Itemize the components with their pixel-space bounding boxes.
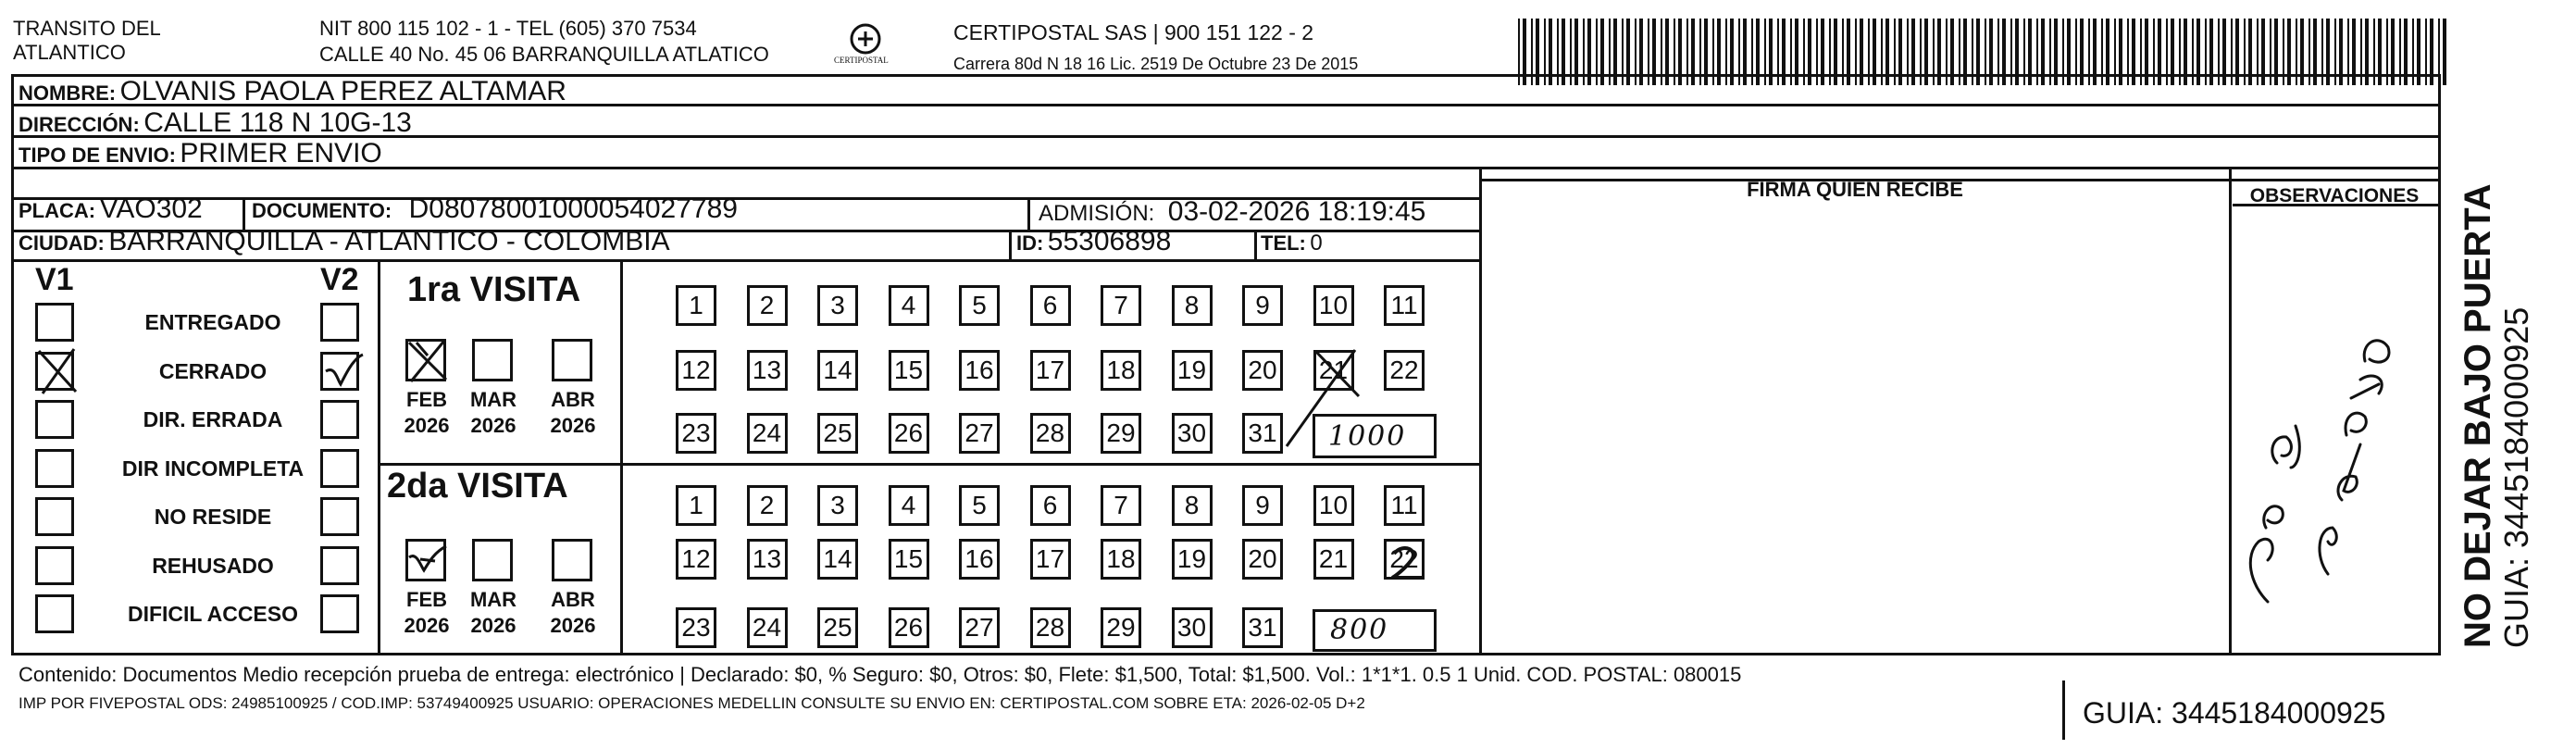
- visit2-month-checkbox[interactable]: [472, 539, 513, 581]
- visit1-day-cell[interactable]: 13: [747, 350, 788, 391]
- status-label: ENTREGADO: [144, 310, 281, 334]
- status-label: NO RESIDE: [154, 505, 272, 529]
- visit1-day-cell[interactable]: 7: [1101, 285, 1141, 326]
- v1-label: V1: [35, 262, 74, 297]
- visit1-day-cell[interactable]: 25: [817, 413, 858, 454]
- nit-line: NIT 800 115 102 - 1 - TEL (605) 370 7534: [319, 17, 697, 40]
- v2-checkbox[interactable]: [320, 303, 359, 342]
- ciudad-row: [19, 224, 670, 264]
- divider: [620, 259, 623, 653]
- divider: [2438, 167, 2441, 653]
- visit2-day-cell[interactable]: 13: [747, 539, 788, 580]
- v2-checkbox[interactable]: [320, 546, 359, 585]
- visit1-title: 1ra VISITA: [407, 270, 581, 309]
- visit2-day-cell[interactable]: 22: [1384, 539, 1425, 580]
- visit1-day-cell[interactable]: 29: [1101, 413, 1141, 454]
- signature-header: FIRMA QUIEN RECIBE: [1747, 178, 1963, 201]
- visit2-day-cell[interactable]: 11: [1384, 485, 1425, 526]
- id-row: [1016, 224, 1171, 264]
- status-label: DIR INCOMPLETA: [121, 456, 305, 481]
- visit1-day-cell[interactable]: 12: [676, 350, 716, 391]
- visit2-time-box: [1313, 609, 1437, 652]
- visit2-day-cell[interactable]: 19: [1172, 539, 1213, 580]
- admision-value: 03-02-2026 18:19:45: [1167, 196, 1426, 227]
- entity-name-line2: ATLANTICO: [13, 41, 126, 64]
- visit1-day-cell[interactable]: 6: [1030, 285, 1071, 326]
- visit2-month-checkbox[interactable]: [552, 539, 592, 581]
- status-label: DIR. ERRADA: [143, 407, 283, 431]
- side-text: [2458, 183, 2535, 648]
- admision-label: ADMISIÓN:: [1039, 201, 1155, 226]
- divider: [378, 259, 380, 653]
- visit1-day-cell[interactable]: 31: [1242, 413, 1283, 454]
- contents-line: Contenido: Documentos Medio recepción prueba de entrega: electrónico | Declarado: $0, % Seguro: $0, Otros: $0, Flete: $1,500, Total: $1,500. Vol.: 1*1*1. 0.5 1 Unid. COD. POSTAL: 080015: [19, 663, 1742, 686]
- v1-checkbox[interactable]: [35, 449, 74, 488]
- visit2-day-cell[interactable]: 24: [747, 607, 788, 648]
- v1-checkbox[interactable]: [35, 546, 74, 585]
- visit1-year-label: 2026: [550, 414, 596, 437]
- visit2-day-cell[interactable]: 21: [1313, 539, 1354, 580]
- visit2-day-cell[interactable]: 16: [959, 539, 1000, 580]
- visit1-day-cell[interactable]: 20: [1242, 350, 1283, 391]
- visit2-day-cell[interactable]: 17: [1030, 539, 1071, 580]
- tel-label: TEL:: [1261, 231, 1306, 255]
- tipo-label: TIPO DE ENVIO:: [19, 144, 176, 167]
- barcode-bar: [2443, 19, 2446, 85]
- visit1-day-cell[interactable]: 17: [1030, 350, 1071, 391]
- visit2-day-cell[interactable]: 27: [959, 607, 1000, 648]
- visit2-year-label: 2026: [404, 614, 450, 637]
- no-dejar-bajo-puerta: NO DEJAR BAJO PUERTA: [2458, 183, 2498, 648]
- visit2-day-cell[interactable]: 14: [817, 539, 858, 580]
- visit2-day-cell[interactable]: 26: [889, 607, 929, 648]
- divider: [380, 463, 1481, 466]
- visit2-month-checkbox[interactable]: [405, 539, 446, 581]
- visit1-year-label: 2026: [404, 414, 450, 437]
- visit2-day-cell[interactable]: 25: [817, 607, 858, 648]
- divider: [1009, 230, 1012, 259]
- id-label: ID:: [1016, 231, 1044, 255]
- visit1-month-checkbox[interactable]: [552, 339, 592, 381]
- visit1-day-cell[interactable]: 3: [817, 285, 858, 326]
- visit2-month-label: FEB: [406, 588, 447, 611]
- visit1-day-cell[interactable]: 22: [1384, 350, 1425, 391]
- visit1-day-cell[interactable]: 27: [959, 413, 1000, 454]
- ciudad-label: CIUDAD:: [19, 231, 105, 255]
- visit1-day-cell[interactable]: 5: [959, 285, 1000, 326]
- license-line: Carrera 80d N 18 16 Lic. 2519 De Octubre 23 De 2015: [953, 55, 1359, 73]
- placa-label: PLACA:: [19, 199, 96, 222]
- visit1-day-cell[interactable]: 10: [1313, 285, 1354, 326]
- visit1-day-cell[interactable]: 16: [959, 350, 1000, 391]
- visit2-day-cell[interactable]: 12: [676, 539, 716, 580]
- visit2-day-cell[interactable]: 20: [1242, 539, 1283, 580]
- visit1-day-cell[interactable]: 14: [817, 350, 858, 391]
- visit1-day-cell[interactable]: 1: [676, 285, 716, 326]
- visit2-day-cell[interactable]: 6: [1030, 485, 1071, 526]
- divider: [1479, 167, 1482, 653]
- v1-checkbox[interactable]: [35, 400, 74, 439]
- guia-footer: GUIA: 3445184000925: [2083, 696, 2386, 730]
- visit2-time-handwriting: 800: [1330, 614, 1389, 646]
- company-line: CERTIPOSTAL SAS | 900 151 122 - 2: [953, 20, 1314, 44]
- visit1-time-handwriting: 1000: [1328, 420, 1407, 453]
- divider: [2062, 680, 2065, 740]
- visit1-day-cell[interactable]: 23: [676, 413, 716, 454]
- visit2-day-cell[interactable]: 15: [889, 539, 929, 580]
- visit1-day-cell[interactable]: 9: [1242, 285, 1283, 326]
- address-line: CALLE 40 No. 45 06 BARRANQUILLA ATLATICO: [319, 43, 769, 66]
- certipostal-logo: [834, 20, 893, 76]
- visit1-day-cell[interactable]: 28: [1030, 413, 1071, 454]
- status-label: DIFICIL ACCESO: [127, 602, 298, 626]
- entity-name-line1: TRANSITO DEL: [13, 17, 161, 40]
- v1-checkbox[interactable]: [35, 352, 74, 391]
- visit1-day-cell[interactable]: 18: [1101, 350, 1141, 391]
- status-label: CERRADO: [158, 358, 268, 383]
- visit2-day-cell[interactable]: 18: [1101, 539, 1141, 580]
- tel-row: [1261, 226, 1323, 264]
- visit1-month-label: MAR: [469, 388, 517, 411]
- visit2-day-cell[interactable]: 7: [1101, 485, 1141, 526]
- observations-area[interactable]: [2234, 209, 2436, 648]
- visit1-day-cell[interactable]: 19: [1172, 350, 1213, 391]
- visit1-day-cell[interactable]: 26: [889, 413, 929, 454]
- v2-checkbox[interactable]: [320, 400, 359, 439]
- visit2-day-cell[interactable]: 9: [1242, 485, 1283, 526]
- visit2-month-label: ABR: [551, 588, 595, 611]
- visit2-day-cell[interactable]: 3: [817, 485, 858, 526]
- visit2-day-cell[interactable]: 8: [1172, 485, 1213, 526]
- visit1-day-cell[interactable]: 21: [1313, 350, 1354, 391]
- visit1-day-cell[interactable]: 11: [1384, 285, 1425, 326]
- v2-checkbox[interactable]: [320, 497, 359, 536]
- v1-checkbox[interactable]: [35, 303, 74, 342]
- visit1-month-label: FEB: [406, 388, 447, 411]
- status-label: REHUSADO: [152, 553, 274, 578]
- divider: [11, 653, 2441, 655]
- nombre-value: OLVANIS PAOLA PEREZ ALTAMAR: [119, 76, 566, 106]
- visit1-day-cell[interactable]: 30: [1172, 413, 1213, 454]
- v2-checkbox[interactable]: [320, 449, 359, 488]
- direccion-value: CALLE 118 N 10G-13: [143, 107, 412, 138]
- visit2-year-label: 2026: [470, 614, 516, 637]
- visit1-day-cell[interactable]: 8: [1172, 285, 1213, 326]
- documento-value: D08078001000054027789: [408, 193, 738, 224]
- documento-label: DOCUMENTO:: [252, 199, 392, 222]
- visit1-year-label: 2026: [470, 414, 516, 437]
- nombre-label: NOMBRE:: [19, 81, 117, 105]
- visit2-title: 2da VISITA: [387, 467, 568, 506]
- visit1-month-checkbox[interactable]: [472, 339, 513, 381]
- v2-checkbox[interactable]: [320, 352, 359, 391]
- placa-value: VAO302: [99, 193, 203, 224]
- direccion-label: DIRECCIÓN:: [19, 113, 140, 136]
- visit2-day-cell[interactable]: 4: [889, 485, 929, 526]
- observations-header: OBSERVACIONES: [2249, 185, 2420, 206]
- ciudad-value: BARRANQUILLA - ATLANTICO - COLOMBIA: [108, 226, 670, 256]
- visit1-day-cell[interactable]: 2: [747, 285, 788, 326]
- visit2-day-cell[interactable]: 5: [959, 485, 1000, 526]
- divider: [2229, 167, 2232, 653]
- tipo-row: [19, 136, 382, 176]
- visit2-month-label: MAR: [469, 588, 517, 611]
- visit2-day-cell[interactable]: 1: [676, 485, 716, 526]
- visit1-day-cell[interactable]: 4: [889, 285, 929, 326]
- visit2-day-cell[interactable]: 31: [1242, 607, 1283, 648]
- visit2-day-cell[interactable]: 28: [1030, 607, 1071, 648]
- visit2-day-cell[interactable]: 29: [1101, 607, 1141, 648]
- visit2-day-cell[interactable]: 2: [747, 485, 788, 526]
- visit1-month-label: ABR: [551, 388, 595, 411]
- visit2-year-label: 2026: [550, 614, 596, 637]
- visit1-time-box: [1313, 414, 1437, 458]
- v1-checkbox[interactable]: [35, 497, 74, 536]
- logo-text: CERTIPOSTAL: [834, 56, 889, 65]
- id-value: 55306898: [1047, 226, 1172, 256]
- imp-line: IMP POR FIVEPOSTAL ODS: 24985100925 / COD.IMP: 53749400925 USUARIO: OPERACIONES MEDELLIN CONSULTE SU ENVIO EN: CERTIPOSTAL.COM SOBRE ETA: 2026-02-05 D+2: [19, 694, 1365, 712]
- tipo-value: PRIMER ENVIO: [180, 138, 382, 169]
- signature-area[interactable]: [1485, 208, 2225, 648]
- visit1-month-checkbox[interactable]: [405, 339, 446, 381]
- visit1-day-cell[interactable]: 15: [889, 350, 929, 391]
- tel-value: 0: [1310, 231, 1323, 256]
- visit2-day-cell[interactable]: 10: [1313, 485, 1354, 526]
- v2-label: V2: [320, 262, 359, 297]
- side-guia: GUIA: 3445184000925: [2497, 306, 2535, 648]
- visit2-day-cell[interactable]: 30: [1172, 607, 1213, 648]
- v2-checkbox[interactable]: [320, 594, 359, 633]
- visit2-day-cell[interactable]: 23: [676, 607, 716, 648]
- v1-checkbox[interactable]: [35, 594, 74, 633]
- visit1-day-cell[interactable]: 24: [747, 413, 788, 454]
